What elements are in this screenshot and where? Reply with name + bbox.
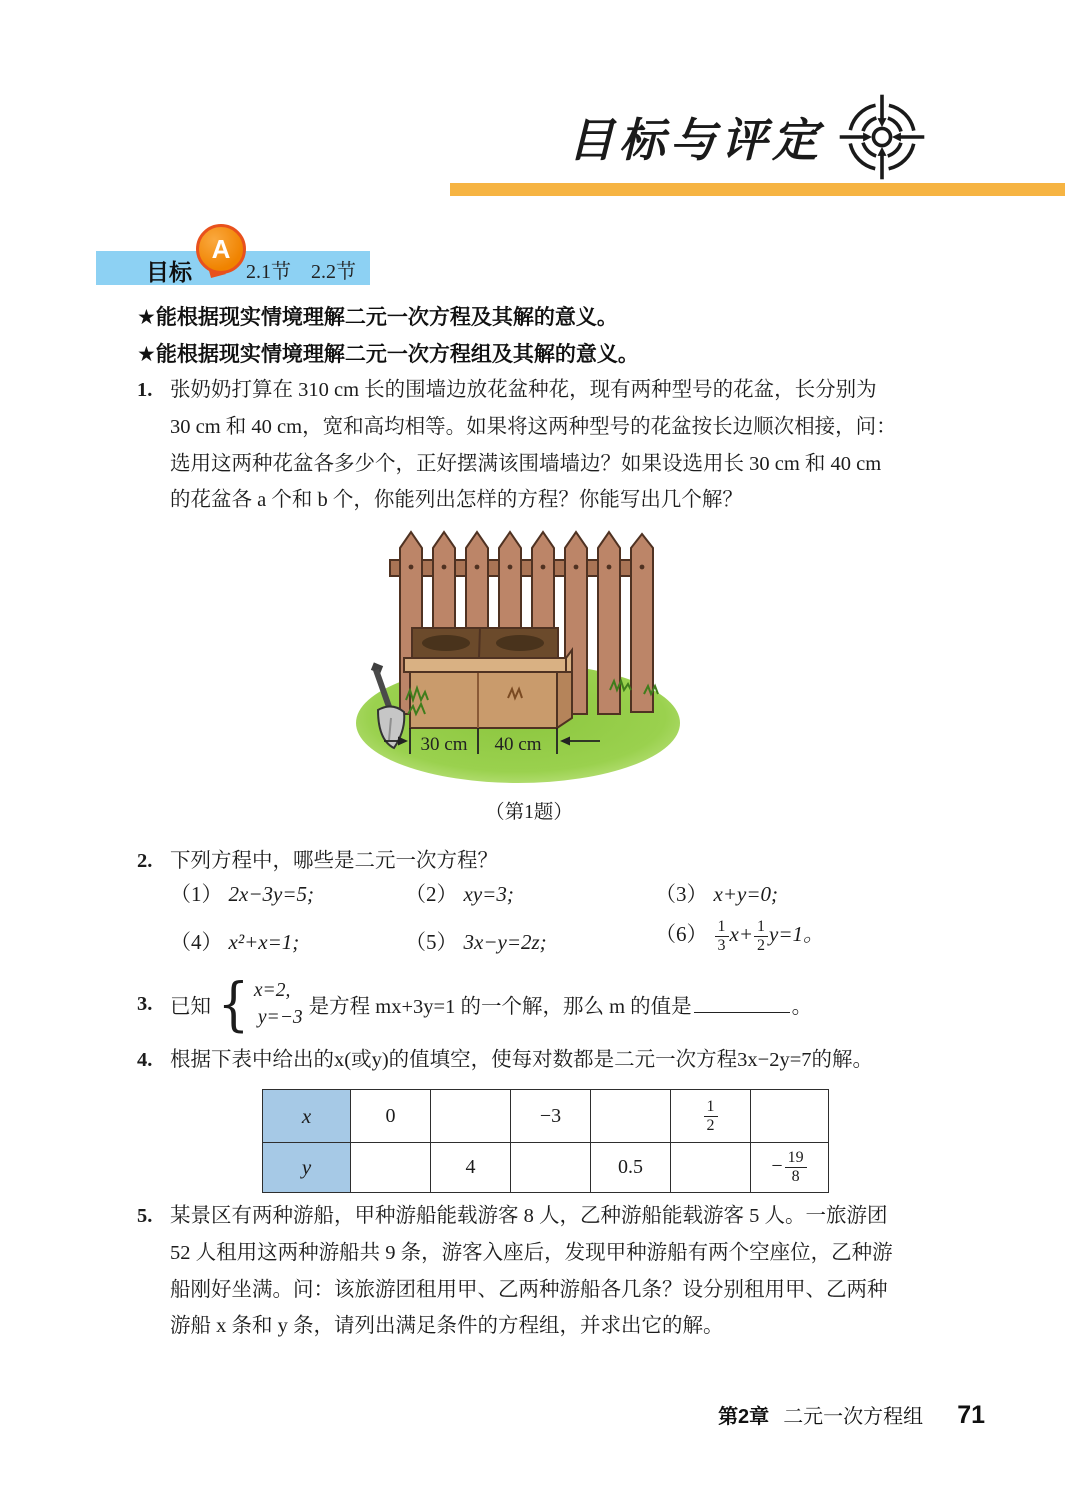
p4-table-body <box>263 1090 829 1193</box>
table-cell <box>351 1143 431 1193</box>
equation-3 <box>655 878 778 908</box>
problem-number: 3. <box>137 992 153 1015</box>
table-header-cell: x <box>263 1090 351 1143</box>
problem-text: 已知 <box>170 996 211 1018</box>
problem-1 <box>137 372 965 519</box>
goal-list <box>137 299 639 373</box>
dimension-label-right: 40 cm <box>494 734 542 755</box>
equation-label: （6） <box>655 922 708 947</box>
equation-4 <box>170 926 299 956</box>
problem-3 <box>137 972 812 1036</box>
planter-boxes <box>404 628 572 728</box>
target-crosshair-icon <box>837 92 927 182</box>
equation-1 <box>170 878 314 908</box>
equation-6 <box>655 918 824 955</box>
table-cell: −3 <box>511 1090 591 1143</box>
table-cell <box>431 1090 511 1143</box>
table-cell: 4 <box>431 1143 511 1193</box>
equation-formula: x²+x=1; <box>228 930 300 954</box>
fraction: $\frac{1}{2}$ <box>704 1098 718 1135</box>
equation-label: （2） <box>405 882 458 906</box>
fraction: $\frac{19}{8}$ <box>785 1149 807 1186</box>
page-footer <box>718 1400 985 1430</box>
fraction-denominator: 3 <box>717 936 726 954</box>
system-line: x=2, <box>253 979 291 1001</box>
equation-5 <box>405 926 547 956</box>
problem-text: 是方程 mx+3y=1 的一个解，那么 m 的值是 <box>308 996 692 1018</box>
problem-2 <box>137 843 965 880</box>
problem-text-line: 某景区有两种游船，甲种游船能载游客 8 人，乙种游船能载游客 5 人。一旅游团 <box>170 1205 888 1227</box>
table-row <box>263 1090 829 1143</box>
page-heading <box>568 92 927 182</box>
problem-4 <box>137 1042 965 1079</box>
fraction-numerator: 1 <box>715 918 729 937</box>
equation-formula: x+ <box>729 922 753 947</box>
equation-label: （4） <box>170 930 223 954</box>
problem-text <box>309 989 813 1019</box>
page-number: 71 <box>957 1401 985 1429</box>
problem-text-line: 根据下表中给出的x(或y)的值填空，使每对数都是二元一次方程3x−2y=7的解。 <box>170 1049 874 1071</box>
table-cell <box>511 1143 591 1193</box>
problem-number: 1. <box>137 379 153 401</box>
equation-formula: 3x−y=2z; <box>463 930 547 954</box>
problem-text-line: 52 人租用这两种游船共 9 条，游客入座后，发现甲种游船有两个空座位，乙种游 <box>170 1241 893 1264</box>
table-cell <box>671 1143 751 1193</box>
problem-text-line: 下列方程中，哪些是二元一次方程？ <box>170 850 498 872</box>
fraction <box>754 918 768 955</box>
equation-2 <box>405 878 514 908</box>
figure-caption: （第1题） <box>485 802 573 823</box>
problem-text-line: 船刚好坐满。问：该旅游团租用甲、乙两种游船各几条？设分别租用甲、乙两种 <box>170 1278 888 1301</box>
fraction-numerator: 1 <box>754 918 768 937</box>
answer-blank <box>694 1010 790 1013</box>
page-title: 目标与评定 <box>568 115 823 166</box>
problem-text-line: 选用这两种花盆各多少个，正好摆满该围墙墙边？如果设选用长 30 cm 和 40 cm <box>170 452 882 475</box>
table-cell <box>751 1090 829 1143</box>
system-brace: { <box>217 970 250 1038</box>
table-row <box>263 1143 829 1193</box>
dimension-label-left: 30 cm <box>420 734 468 755</box>
equation-formula: x+y=0; <box>713 882 778 906</box>
accent-rule <box>450 183 1065 196</box>
equation-label: （5） <box>405 930 458 954</box>
chapter-title: 二元一次方程组 <box>783 1406 924 1428</box>
equation-label: （3） <box>655 882 708 906</box>
equation-formula: y=1。 <box>769 922 824 947</box>
goal-item: ★能根据现实情境理解二元一次方程组及其解的意义。 <box>137 343 639 366</box>
problem-number: 5. <box>137 1205 153 1227</box>
problem4-table <box>262 1089 829 1193</box>
problem-text: 。 <box>791 996 813 1018</box>
problem1-illustration <box>348 522 710 794</box>
problem-text-line: 游船 x 条和 y 条，请列出满足条件的方程组，并求出它的解。 <box>170 1315 724 1338</box>
equation-system <box>254 977 303 1032</box>
table-header-cell: y <box>263 1143 351 1193</box>
goal-banner <box>96 233 370 285</box>
table-cell: 0 <box>351 1090 431 1143</box>
equation-label: （1） <box>170 882 223 906</box>
problem-number: 4. <box>137 1049 153 1071</box>
equation-formula: 2x−3y=5; <box>228 882 314 906</box>
table-cell: 0.5 <box>591 1143 671 1193</box>
problem-number: 2. <box>137 850 153 872</box>
problem-text-line: 的花盆各 a 个和 b 个，你能列出怎样的方程？你能写出几个解？ <box>170 489 743 512</box>
goal-sections: 2.1节 2.2节 <box>246 261 356 283</box>
table-cell: − $\frac{19}{8}$ <box>751 1143 829 1193</box>
problem-5 <box>137 1198 965 1345</box>
equation-formula: xy=3; <box>463 882 514 906</box>
level-badge: A <box>196 224 246 274</box>
table-cell <box>671 1090 751 1143</box>
problem-text-line: 30 cm 和 40 cm，宽和高均相等。如果将这两种型号的花盆按长边顺次相接，问： <box>170 415 897 438</box>
chapter-number: 第2章 <box>718 1406 770 1428</box>
goal-label: 目标 <box>146 259 192 285</box>
problem-text-line: 张奶奶打算在 310 cm 长的围墙边放花盆种花，现有两种型号的花盆，长分别为 <box>170 379 877 401</box>
fraction-denominator: 2 <box>757 936 765 954</box>
table-cell <box>591 1090 671 1143</box>
system-line: y=−3 <box>257 1007 303 1028</box>
goal-item: ★能根据现实情境理解二元一次方程及其解的意义。 <box>137 306 618 329</box>
fraction <box>715 918 729 955</box>
